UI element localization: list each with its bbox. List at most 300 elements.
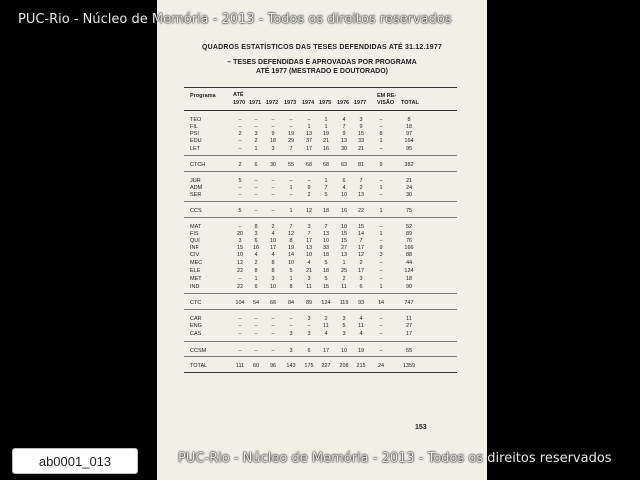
program-label: ENG	[190, 323, 202, 329]
table-cell: 4	[254, 252, 258, 258]
table-row	[157, 331, 487, 338]
table-cell: 3	[342, 331, 346, 337]
table-cell: –	[379, 268, 383, 274]
table-row	[157, 117, 487, 124]
table-cell: 11	[406, 316, 412, 322]
table-cell: 1	[379, 185, 383, 191]
image-id-label: ab0001_013	[12, 448, 138, 474]
table-cell: 9	[271, 131, 275, 137]
table-cell: –	[254, 316, 258, 322]
table-cell: 11	[358, 323, 364, 329]
table-cell: 3	[289, 348, 293, 354]
table-cell: 18	[322, 252, 330, 258]
table-cell: 55	[287, 162, 295, 168]
table-cell: 6	[254, 284, 258, 290]
table-cell: –	[254, 117, 258, 123]
table-cell: 7	[359, 178, 363, 184]
watermark-bottom: PUC-Rio - Núcleo de Memória - 2013 - Todos os direitos reservados	[178, 451, 612, 466]
table-top-rule	[184, 87, 457, 88]
table-cell: 215	[356, 363, 366, 369]
table-cell: 4	[324, 331, 328, 337]
table-row	[157, 252, 487, 259]
table-cell: 22	[236, 284, 244, 290]
table-cell: 227	[321, 363, 331, 369]
scanned-page	[157, 0, 487, 480]
table-cell: –	[271, 331, 275, 337]
program-label: TOTAL	[190, 363, 208, 369]
table-cell: –	[289, 323, 293, 329]
year-header: 1974	[302, 100, 315, 106]
table-cell: 11	[323, 323, 329, 329]
table-cell: 19	[357, 348, 365, 354]
program-label: MET	[190, 276, 202, 282]
table-cell: 124	[321, 300, 331, 306]
table-cell: 1359	[402, 363, 416, 369]
table-cell: 1	[342, 260, 346, 266]
table-cell: –	[238, 192, 242, 198]
header-bottom-rule	[184, 110, 457, 111]
year-header: 1976	[337, 100, 350, 106]
table-cell: –	[254, 323, 258, 329]
table-cell: 5	[324, 192, 328, 198]
section-rule	[184, 171, 457, 172]
table-cell: –	[238, 316, 242, 322]
watermark-top: PUC-Rio - Núcleo de Memória - 2013 - Todos os direitos reservados	[18, 12, 452, 27]
table-cell: –	[254, 331, 258, 337]
table-cell: 164	[404, 138, 414, 144]
table-cell: –	[379, 331, 383, 337]
table-cell: –	[254, 178, 258, 184]
table-cell: –	[379, 238, 383, 244]
table-cell: –	[254, 185, 258, 191]
table-cell: 2	[254, 260, 258, 266]
table-cell: 16	[322, 146, 330, 152]
program-label: ELE	[190, 268, 201, 274]
table-cell: –	[271, 117, 275, 123]
table-cell: 2	[359, 185, 363, 191]
table-row	[157, 363, 487, 370]
table-cell: 5	[289, 268, 293, 274]
table-cell: 24	[405, 185, 413, 191]
table-cell: 97	[405, 131, 413, 137]
table-cell: –	[379, 192, 383, 198]
header-revisao-2: VISÃO	[377, 100, 395, 106]
table-cell: 7	[324, 224, 328, 230]
table-row	[157, 178, 487, 185]
table-cell: 4	[307, 260, 311, 266]
table-cell: 104	[235, 300, 245, 306]
table-cell: 1	[379, 208, 383, 214]
table-cell: 8	[407, 117, 411, 123]
table-cell: –	[238, 331, 242, 337]
table-cell: 55	[405, 348, 413, 354]
table-cell: 3	[342, 316, 346, 322]
table-cell: 7	[289, 224, 293, 230]
program-label: CIV	[190, 252, 200, 258]
year-header: 1971	[249, 100, 262, 106]
table-cell: 111	[235, 363, 245, 369]
table-cell: 2	[271, 224, 275, 230]
table-cell: –	[271, 316, 275, 322]
table-cell: 4	[359, 331, 363, 337]
table-cell: –	[379, 117, 383, 123]
table-cell: –	[271, 178, 275, 184]
program-label: CTC	[190, 300, 202, 306]
table-cell: –	[379, 146, 383, 152]
program-label: SER	[190, 192, 202, 198]
table-cell: 52	[405, 224, 413, 230]
table-cell: 10	[269, 284, 277, 290]
table-cell: 3	[359, 276, 363, 282]
table-cell: 14	[357, 231, 365, 237]
table-cell: 22	[236, 268, 244, 274]
table-cell: –	[379, 323, 383, 329]
table-row	[157, 276, 487, 283]
table-cell: 10	[322, 238, 330, 244]
table-cell: –	[271, 348, 275, 354]
table-cell: 1	[379, 284, 383, 290]
program-label: CCSM	[190, 348, 207, 354]
table-cell: –	[307, 323, 311, 329]
table-cell: 17	[322, 348, 330, 354]
table-cell: 1	[254, 146, 258, 152]
table-cell: 21	[322, 138, 330, 144]
table-cell: 30	[340, 146, 348, 152]
table-cell: 10	[269, 238, 277, 244]
table-cell: 7	[342, 124, 346, 130]
table-row	[157, 300, 487, 307]
header-programa: Programa	[190, 93, 216, 99]
table-cell: 1	[307, 124, 311, 130]
table-row	[157, 348, 487, 355]
program-label: JUR	[190, 178, 201, 184]
table-row	[157, 284, 487, 291]
table-cell: 7	[324, 185, 328, 191]
table-cell: 3	[254, 131, 258, 137]
table-cell: –	[254, 208, 258, 214]
program-label: PSI	[190, 131, 199, 137]
program-label: CAR	[190, 316, 202, 322]
table-cell: 2	[342, 276, 346, 282]
table-cell: 30	[405, 192, 413, 198]
table-cell: –	[289, 192, 293, 198]
table-row	[157, 146, 487, 153]
table-cell: 1	[324, 124, 328, 130]
program-label: INF	[190, 245, 199, 251]
table-cell: 4	[342, 185, 346, 191]
table-cell: 21	[405, 178, 413, 184]
table-cell: 1	[324, 178, 328, 184]
table-cell: 19	[287, 245, 295, 251]
program-label: EDU	[190, 138, 202, 144]
table-cell: 68	[305, 162, 313, 168]
table-cell: –	[379, 178, 383, 184]
table-cell: –	[307, 117, 311, 123]
table-cell: 13	[322, 231, 330, 237]
program-label: FIL	[190, 124, 198, 130]
table-cell: –	[379, 124, 383, 130]
table-cell: 3	[271, 146, 275, 152]
table-cell: 10	[340, 224, 348, 230]
header-ate: ATÉ	[233, 92, 244, 98]
document-subheading	[157, 58, 487, 76]
table-cell: 16	[340, 208, 348, 214]
table-row	[157, 131, 487, 138]
table-cell: 10	[340, 348, 348, 354]
table-cell: 13	[357, 192, 365, 198]
table-cell: 3	[307, 316, 311, 322]
table-cell: 90	[405, 284, 413, 290]
table-cell: 21	[305, 268, 313, 274]
table-cell: 27	[340, 245, 348, 251]
table-cell: 1	[289, 185, 293, 191]
table-cell: 4	[359, 316, 363, 322]
program-label: CTCH	[190, 162, 206, 168]
table-cell: –	[271, 185, 275, 191]
table-cell: 9	[359, 124, 363, 130]
table-cell: 15	[340, 238, 348, 244]
table-cell: 15	[236, 245, 244, 251]
table-row	[157, 124, 487, 131]
table-cell: –	[238, 146, 242, 152]
table-cell: 27	[405, 323, 413, 329]
table-cell: 13	[340, 252, 348, 258]
table-cell: 747	[404, 300, 414, 306]
page-number: 153	[415, 424, 427, 431]
table-cell: 13	[305, 131, 313, 137]
table-row	[157, 231, 487, 238]
table-cell: –	[238, 348, 242, 354]
table-cell: –	[379, 224, 383, 230]
table-cell: 14	[287, 252, 295, 258]
table-cell: 166	[404, 245, 414, 251]
table-cell: 54	[252, 300, 260, 306]
table-cell: 37	[305, 138, 313, 144]
table-cell: 10	[305, 252, 313, 258]
program-label: IND	[190, 284, 200, 290]
table-cell: 89	[305, 300, 313, 306]
table-cell: 17	[405, 331, 413, 337]
table-cell: 12	[357, 252, 365, 258]
table-cell: 5	[324, 276, 328, 282]
table-cell: 3	[307, 276, 311, 282]
table-cell: 11	[306, 284, 312, 290]
table-cell: 8	[254, 268, 258, 274]
table-cell: 81	[357, 162, 365, 168]
program-label: MEC	[190, 260, 203, 266]
year-header: 1970	[233, 100, 246, 106]
table-cell: 7	[307, 231, 311, 237]
table-cell: 1	[324, 117, 328, 123]
table-cell: 5	[324, 260, 328, 266]
table-cell: 6	[307, 348, 311, 354]
table-cell: –	[254, 124, 258, 130]
table-cell: 18	[322, 208, 330, 214]
subheading-line-2: ATÉ 1977 (MESTRADO E DOUTORADO)	[256, 68, 388, 75]
table-row	[157, 208, 487, 215]
program-label: CAS	[190, 331, 202, 337]
section-rule	[184, 201, 457, 202]
table-cell: 19	[322, 131, 330, 137]
table-cell: 9	[342, 131, 346, 137]
table-cell: 21	[357, 146, 365, 152]
table-cell: –	[379, 316, 383, 322]
table-cell: 18	[322, 268, 330, 274]
table-cell: 4	[271, 231, 275, 237]
table-cell: 15	[357, 131, 365, 137]
table-cell: 11	[341, 284, 347, 290]
table-cell: 6	[254, 238, 258, 244]
table-cell: 9	[379, 245, 383, 251]
table-cell: 84	[287, 300, 295, 306]
table-cell: 19	[287, 131, 295, 137]
table-cell: 1	[254, 276, 258, 282]
table-cell: 12	[236, 260, 244, 266]
table-cell: 175	[304, 363, 314, 369]
program-label: QUI	[190, 238, 200, 244]
table-row	[157, 245, 487, 252]
table-cell: 96	[269, 363, 277, 369]
table-cell: 5	[342, 323, 346, 329]
section-rule	[184, 309, 457, 310]
table-cell: –	[289, 117, 293, 123]
table-cell: 30	[269, 162, 277, 168]
program-label: MAT	[190, 224, 202, 230]
table-cell: 2	[359, 260, 363, 266]
table-cell: 13	[340, 138, 348, 144]
table-cell: 93	[357, 300, 365, 306]
table-cell: –	[271, 323, 275, 329]
table-cell: 24	[377, 363, 385, 369]
table-cell: 17	[305, 146, 313, 152]
table-cell: 89	[405, 231, 413, 237]
table-cell: 25	[340, 268, 348, 274]
table-cell: –	[238, 276, 242, 282]
table-cell: 3	[271, 276, 275, 282]
program-label: LET	[190, 146, 201, 152]
subheading-line-1: – TESES DEFENDIDAS E APROVADAS POR PROGRAMA	[227, 59, 417, 66]
table-row	[157, 162, 487, 169]
header-revisao-1: EM RE-	[377, 93, 397, 99]
table-cell: 17	[357, 268, 365, 274]
table-row	[157, 192, 487, 199]
table-cell: 1	[289, 208, 293, 214]
table-cell: 10	[236, 252, 244, 258]
table-cell: 10	[340, 192, 348, 198]
section-rule	[184, 341, 457, 342]
table-cell: 29	[287, 138, 295, 144]
table-cell: 66	[269, 300, 277, 306]
table-cell: 18	[269, 138, 277, 144]
table-cell: 75	[405, 208, 413, 214]
table-cell: –	[271, 124, 275, 130]
table-cell: 17	[357, 245, 365, 251]
table-cell: 16	[252, 245, 260, 251]
table-row	[157, 268, 487, 275]
table-cell: 124	[404, 268, 414, 274]
table-cell: 3	[289, 331, 293, 337]
table-cell: 9	[379, 162, 383, 168]
year-header: 1973	[284, 100, 297, 106]
table-cell: 15	[340, 231, 348, 237]
table-cell: 68	[322, 162, 330, 168]
table-cell: 5	[238, 208, 242, 214]
table-row	[157, 323, 487, 330]
table-cell: 2	[254, 138, 258, 144]
table-cell: –	[254, 348, 258, 354]
table-cell: –	[254, 192, 258, 198]
table-cell: –	[289, 316, 293, 322]
table-cell: 4	[342, 117, 346, 123]
table-cell: 17	[305, 238, 313, 244]
section-rule	[184, 293, 457, 294]
table-cell: –	[271, 208, 275, 214]
document-heading: QUADROS ESTATÍSTICOS DAS TESES DEFENDIDAS ATÉ 31.12.1977	[201, 44, 443, 51]
table-cell: 6	[359, 284, 363, 290]
table-cell: 143	[286, 363, 296, 369]
table-cell: 22	[357, 208, 365, 214]
table-cell: 3	[307, 224, 311, 230]
table-row	[157, 185, 487, 192]
section-rule	[184, 356, 457, 357]
table-row	[157, 224, 487, 231]
table-cell: 3	[359, 117, 363, 123]
table-cell: –	[238, 185, 242, 191]
year-header: 1975	[319, 100, 332, 106]
table-cell: 60	[252, 363, 260, 369]
table-cell: 3	[379, 252, 383, 258]
table-cell: 382	[404, 162, 414, 168]
table-cell: 20	[236, 231, 244, 237]
table-cell: 7	[289, 146, 293, 152]
table-row	[157, 238, 487, 245]
table-cell: 88	[405, 252, 413, 258]
table-cell: 18	[405, 124, 413, 130]
program-label: TEO	[190, 117, 202, 123]
table-cell: –	[379, 260, 383, 266]
table-cell: 4	[271, 252, 275, 258]
table-cell: –	[379, 348, 383, 354]
table-cell: 17	[269, 245, 277, 251]
table-cell: 12	[287, 231, 295, 237]
table-cell: 8	[271, 268, 275, 274]
table-cell: 12	[305, 208, 313, 214]
year-header: 1972	[266, 100, 279, 106]
table-cell: 15	[357, 224, 365, 230]
table-cell: 95	[405, 146, 413, 152]
table-cell: 63	[340, 162, 348, 168]
table-cell: 14	[377, 300, 385, 306]
section-rule	[184, 155, 457, 156]
table-cell: –	[271, 192, 275, 198]
table-cell: 33	[322, 245, 330, 251]
table-cell: –	[307, 178, 311, 184]
program-label: CCS	[190, 208, 202, 214]
table-cell: –	[238, 323, 242, 329]
table-cell: 1	[379, 231, 383, 237]
table-cell: 13	[305, 245, 313, 251]
header-total: TOTAL	[401, 100, 419, 106]
program-label: ADM	[190, 185, 203, 191]
section-rule	[184, 217, 457, 218]
table-cell: 2	[307, 192, 311, 198]
table-row	[157, 138, 487, 145]
table-row	[157, 260, 487, 267]
table-cell: 76	[405, 238, 413, 244]
table-cell: 8	[271, 260, 275, 266]
table-bottom-rule	[184, 372, 457, 373]
table-cell: 44	[405, 260, 413, 266]
